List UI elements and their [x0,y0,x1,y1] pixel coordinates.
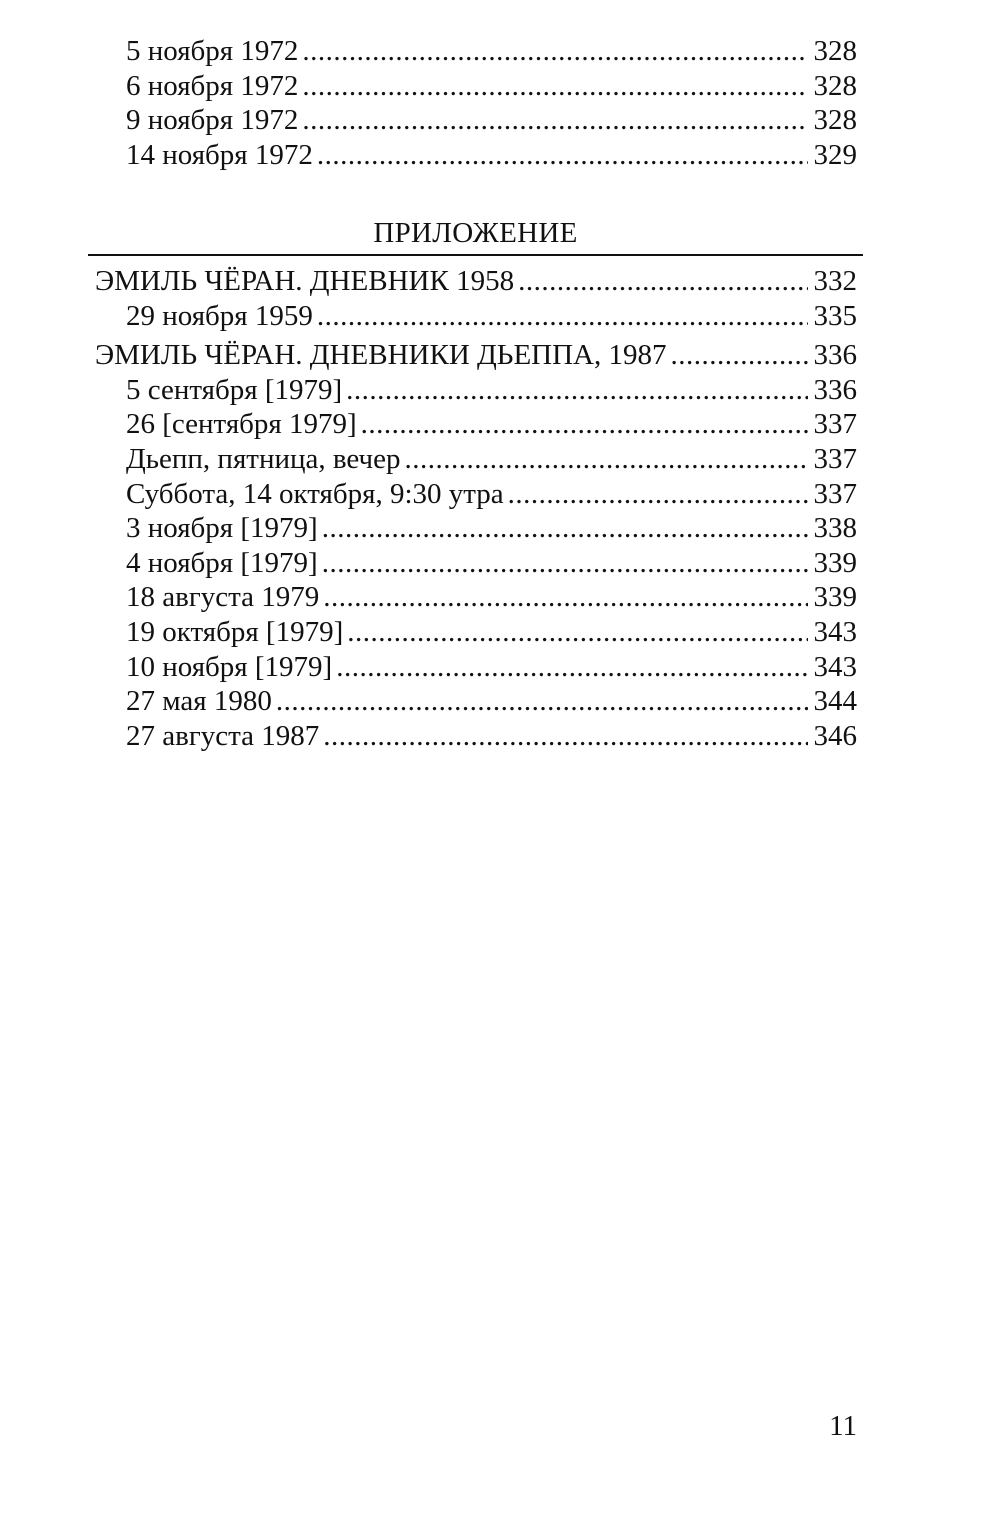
toc-entry-page: 336 [813,339,857,372]
toc-entry-page: 339 [813,581,857,614]
toc-entry [95,138,857,173]
toc-entry-page: 332 [813,265,857,297]
toc-entry [95,719,857,754]
dot-leader [323,580,807,615]
toc-entry [95,615,857,650]
dot-leader [671,338,808,373]
dot-leader [302,34,807,69]
toc-entry-label: 26 [сентября 1979] [126,408,357,441]
dot-leader [322,511,808,546]
toc-entry-label: 29 ноября 1959 [126,299,313,332]
toc-entry-page: 328 [813,104,857,137]
toc-entry-label: 19 октября [1979] [126,615,344,648]
toc-entry-page: 329 [813,138,857,171]
toc-entry-label: Суббота, 14 октября, 9:30 утра [126,477,504,510]
dot-leader [347,615,807,650]
toc-entry-label: Дьепп, пятница, вечер [126,442,401,475]
toc-entry-label: 27 мая 1980 [126,685,272,718]
dot-leader [317,299,808,334]
toc-entry-page: 346 [813,719,857,752]
dot-leader [336,650,807,685]
toc-entry-page: 328 [813,35,857,67]
toc-entry-label: 10 ноября [1979] [126,650,333,683]
toc-entry-label: ЭМИЛЬ ЧЁРАН. ДНЕВНИКИ ДЬЕППА, 1987 [95,339,667,372]
dot-leader [322,546,808,581]
dot-leader [302,103,807,138]
toc-entry [95,69,857,104]
toc-entry-page: 337 [813,477,857,510]
dot-leader [323,719,807,754]
toc-entry [95,103,857,138]
dot-leader [518,264,807,299]
toc-entry-label: 5 ноября 1972 [126,35,299,67]
toc-entry [95,511,857,546]
toc-entry [95,407,857,442]
toc-entry [95,650,857,685]
toc-entry [95,299,857,334]
dot-leader [276,684,808,719]
toc-entry-label: 9 ноября 1972 [126,104,299,137]
toc-entry-label: 4 ноября [1979] [126,546,318,579]
toc-appendix-list [95,264,857,753]
toc-section-entry [95,338,857,373]
dot-leader [405,442,808,477]
dot-leader [361,407,808,442]
toc-entry-page: 328 [813,69,857,102]
toc-entry [95,580,857,615]
toc-entry-label: 6 ноября 1972 [126,69,299,102]
page-number: 11 [829,1410,857,1442]
toc-entry-page: 335 [813,299,857,332]
toc-entry-label: 14 ноября 1972 [126,138,313,171]
toc-entry-label: 27 августа 1987 [126,719,320,752]
toc-entry [95,34,857,69]
dot-leader [346,373,807,408]
toc-entry [95,373,857,408]
toc-top-list [95,34,857,172]
toc-entry-label: 5 сентября [1979] [126,373,343,406]
toc-entry-page: 336 [813,373,857,406]
toc-entry-page: 337 [813,408,857,441]
toc-section-entry [95,264,857,299]
toc-entry-page: 339 [813,546,857,579]
toc-entry-page: 343 [813,615,857,648]
toc-entry [95,477,857,512]
dot-leader [302,69,807,104]
dot-leader [508,477,808,512]
toc-entry-page: 343 [813,650,857,683]
toc-entry [95,442,857,477]
toc-entry-page: 337 [813,442,857,475]
toc-entry [95,684,857,719]
toc-entry-label: 3 ноября [1979] [126,512,318,545]
toc-entry [95,546,857,581]
dot-leader [317,138,808,173]
toc-entry-page: 338 [813,512,857,545]
appendix-heading: ПРИЛОЖЕНИЕ [88,214,863,256]
toc-entry-label: 18 августа 1979 [126,581,320,614]
toc-entry-label: ЭМИЛЬ ЧЁРАН. ДНЕВНИК 1958 [95,265,515,297]
toc-entry-page: 344 [813,685,857,718]
